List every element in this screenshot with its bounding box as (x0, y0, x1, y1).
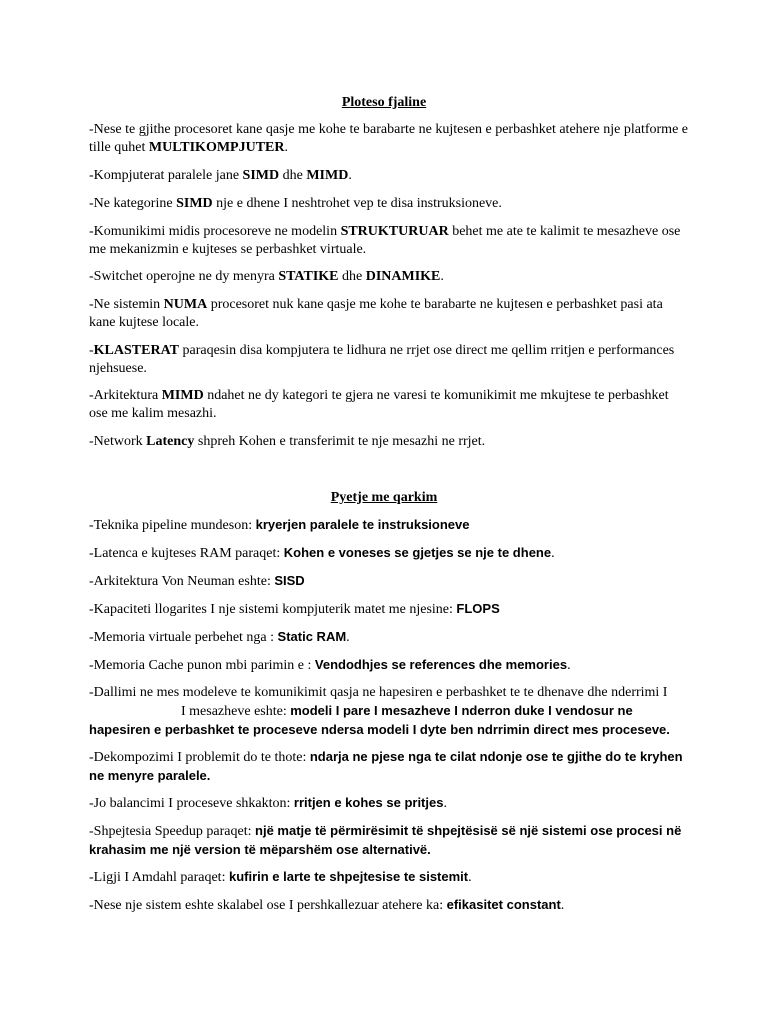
quiz-item-10 (89, 822, 689, 860)
item-text: -Kapaciteti llogarites I nje sistemi kompjuterik matet me njesine: (89, 602, 457, 617)
quiz-item-2 (89, 544, 689, 563)
item-text: -Memoria virtuale perbehet nga : (89, 630, 278, 645)
item-text: -Dekompozimi I problemit do te thote: (89, 750, 310, 765)
quiz-item-5 (89, 628, 689, 647)
item-answer-2: DINAMIKE (365, 269, 441, 284)
item-text: -Shpejtesia Speedup paraqet: (89, 824, 256, 839)
item-answer: kufirin e larte te shpejtesise te sistemit (228, 869, 469, 884)
item-text-end: shpreh Kohen e transferimit te nje mesazhi ne rrjet. (194, 434, 486, 449)
item-text-end: . (346, 630, 350, 645)
item-text: -Dallimi ne mes modeleve te komunikimit qasja ne hapesiren e perbashket te te dhenave dhe nderrimi I (89, 685, 668, 700)
item-text: -Network (89, 434, 147, 449)
item-answer: kryerjen paralele te instruksioneve (255, 517, 470, 532)
item-text-end: . (440, 269, 444, 284)
item-answer: STRUKTURUAR (340, 224, 449, 239)
quiz-item-8 (89, 748, 689, 786)
item-text-end: procesoret nuk kane qasje me kohe te barabarte ne kujtesen e perbashket pasi ata kane kujtese locale. (89, 297, 663, 330)
item-answer: KLASTERAT (93, 343, 179, 358)
item-text: - (89, 343, 94, 358)
item-text-end: . (468, 870, 472, 885)
item-answer: MIMD (161, 388, 204, 403)
item-text: -Nese nje sistem eshte skalabel ose I pershkallezuar atehere ka: (89, 898, 447, 913)
item-answer: rritjen e kohes se pritjes (293, 795, 444, 810)
item-text: -Teknika pipeline mundeson: (89, 518, 256, 533)
item-answer: STATIKE (278, 269, 339, 284)
item-text-end: . (560, 898, 565, 913)
item-text: -Ne sistemin (89, 297, 164, 312)
section1-title: Ploteso fjaline (341, 95, 427, 110)
item-text: -Latenca e kujteses RAM paraqet: (89, 546, 284, 561)
item-text-mid: dhe (279, 168, 307, 183)
item-text-end: . (551, 546, 555, 561)
item-text-end: paraqesin disa kompjutera te lidhura ne rrjet ose direct me qellim rritjen e performances njehsuese. (89, 343, 675, 376)
item-text: -Komunikimi midis procesoreve ne modelin (89, 224, 341, 239)
quiz-item-4 (89, 600, 689, 619)
item-text: -Ligji I Amdahl paraqet: (89, 870, 229, 885)
fill-item-6 (89, 296, 689, 332)
item-answer: Latency (146, 434, 195, 449)
item-text: -Jo balancimi I proceseve shkakton: (89, 796, 294, 811)
item-answer-2: MIMD (306, 168, 349, 183)
item-answer: SISD (274, 573, 305, 588)
fill-item-1 (89, 121, 689, 157)
fill-item-9 (89, 433, 689, 451)
fill-item-2 (89, 167, 689, 185)
item-text: -Arkitektura Von Neuman eshte: (89, 574, 275, 589)
item-answer: Kohen e voneses se gjetjes se nje te dhene (283, 545, 552, 560)
quiz-item-6 (89, 656, 689, 675)
quiz-item-3 (89, 572, 689, 591)
quiz-item-11 (89, 868, 689, 887)
item-answer: FLOPS (456, 601, 500, 616)
fill-item-4 (89, 223, 689, 259)
item-text-mid: dhe (338, 269, 366, 284)
item-text-end: . (567, 658, 571, 673)
item-answer: modeli I pare I mesazheve I nderron duke I vendosur ne hapesiren e perbashket te proceseve ndersa modeli I dyte ben ndrrimin direct mes proceseve. (89, 703, 670, 737)
quiz-item-7 (89, 684, 689, 740)
item-answer: MULTIKOMPJUTER (148, 140, 285, 155)
item-answer: Vendodhjes se references dhe memories (314, 657, 568, 672)
item-answer: efikasitet constant (446, 897, 561, 912)
quiz-item-12 (89, 896, 689, 915)
fill-item-3 (89, 195, 689, 213)
item-answer: një matje të përmirësimit të shpejtësisë së një sistemi ose procesi në krahasim me një version të mëparshëm ose alternativë. (89, 823, 682, 857)
item-answer: NUMA (163, 297, 208, 312)
item-answer: SIMD (242, 168, 280, 183)
item-text-end: . (443, 796, 447, 811)
item-text-end: nje e dhene I neshtrohet vep te disa instruksioneve. (212, 196, 502, 211)
item-text-end: ndahet ne dy kategori te gjera ne varesi te komunikimit me mkujtese te perbashket ose me kalim mesazhi. (89, 388, 669, 421)
fill-item-7 (89, 342, 689, 378)
item-text: -Ne kategorine (89, 196, 177, 211)
item-answer: ndarja ne pjese nga te cilat ndonje ose te gjithe do te kryhen ne menyre paralele. (89, 749, 683, 783)
item-text-end: . (284, 140, 288, 155)
item-text: -Nese te gjithe procesoret kane qasje me kohe te barabarte ne kujtesen e perbashket atehere nje platforme e tille quhet (89, 122, 688, 155)
item-text: -Memoria Cache punon mbi parimin e : (89, 658, 315, 673)
item-text: -Switchet operojne ne dy menyra (89, 269, 279, 284)
item-text-2: I mesazheve eshte: (181, 704, 291, 719)
item-text: -Kompjuterat paralele jane (89, 168, 243, 183)
item-text-end: . (348, 168, 352, 183)
quiz-item-9 (89, 794, 689, 813)
quiz-item-1 (89, 516, 689, 535)
item-answer: Static RAM (277, 629, 347, 644)
item-text: -Arkitektura (89, 388, 162, 403)
fill-item-5 (89, 268, 689, 286)
fill-item-8 (89, 387, 689, 423)
item-text-end: behet me ate te kalimit te mesazheve ose me mekanizmin e kujteses se perbashket virtuale. (89, 224, 681, 257)
section2-title: Pyetje me qarkim (330, 490, 438, 505)
item-answer: SIMD (176, 196, 213, 211)
